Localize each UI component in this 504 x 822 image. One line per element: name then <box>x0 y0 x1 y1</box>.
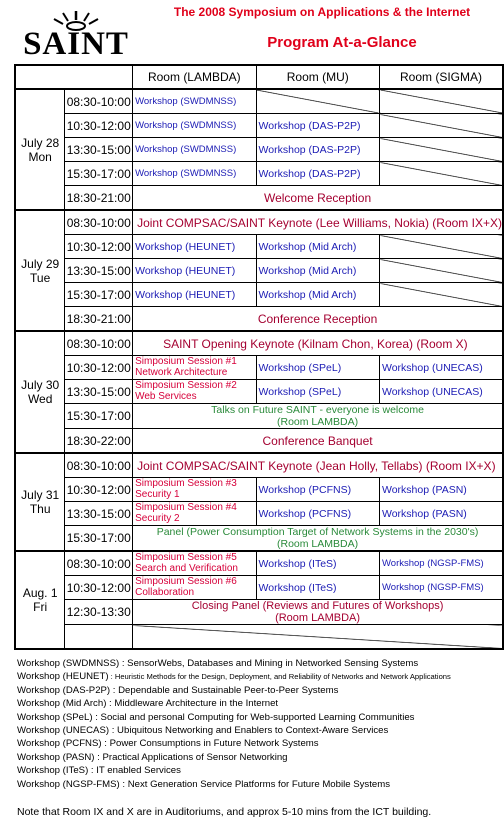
room-header: Room (MU) <box>256 65 379 89</box>
symposium-session-cell <box>133 551 256 576</box>
session-cell: Workshop (ITeS) <box>256 576 379 600</box>
session-number: Simposium Session #4 <box>135 502 237 513</box>
table-row <box>15 625 503 650</box>
legend-desc: : Middleware Architecture in the Internet <box>106 698 279 710</box>
table-row <box>15 162 503 186</box>
legend-item <box>17 684 504 697</box>
symposium-session-cell <box>133 502 256 526</box>
table-row <box>15 502 503 526</box>
legend-item <box>17 711 504 724</box>
legend-item <box>17 657 504 670</box>
legend-desc: : SensorWebs, Databases and Mining in Networked Sensing Systems <box>119 658 419 669</box>
legend-item <box>17 697 504 710</box>
legend-abbr: Workshop (PCFNS) <box>17 738 102 750</box>
legend-abbr: Workshop (HEUNET) <box>17 671 109 683</box>
time-cell <box>65 625 133 650</box>
time-cell: 10:30-12:00 <box>65 235 133 259</box>
session-cell: Workshop (PASN) <box>380 502 504 526</box>
logo-wordmark: SAINT <box>23 26 129 62</box>
plenary-cell: Conference Banquet <box>133 429 503 454</box>
closing-panel-cell <box>133 600 503 625</box>
table-header-row <box>15 65 503 89</box>
legend-item <box>17 778 504 791</box>
time-cell: 15:30-17:00 <box>65 283 133 307</box>
corner-cell <box>15 65 133 89</box>
session-cell: Workshop (SWDMNSS) <box>133 138 256 162</box>
session-number: Simposium Session #5 <box>135 552 237 563</box>
empty-cell <box>380 259 504 283</box>
room-header: Room (LAMBDA) <box>133 65 256 89</box>
page-subtitle: Program At-a-Glance <box>267 34 417 51</box>
table-row <box>15 576 503 600</box>
table-row <box>15 283 503 307</box>
empty-cell <box>133 625 503 650</box>
table-row <box>15 186 503 211</box>
session-cell: Workshop (DAS-P2P) <box>256 138 379 162</box>
table-row <box>15 114 503 138</box>
table-row <box>15 356 503 380</box>
session-cell: Workshop (HEUNET) <box>133 235 256 259</box>
weekday-label: Mon <box>28 149 52 164</box>
time-cell: 10:30-12:00 <box>65 356 133 380</box>
table-row <box>15 138 503 162</box>
legend-desc: : Social and personal Computing for Web-supported Learning Communities <box>92 711 415 723</box>
legend-desc: : Next Generation Service Platforms for Future Mobile Systems <box>119 778 391 790</box>
time-cell: 08:30-10:00 <box>65 89 133 114</box>
closing-panel-title: Closing Panel (Reviews and Futures of Workshops) <box>191 600 444 612</box>
schedule-table <box>14 64 504 650</box>
time-cell: 08:30-10:00 <box>65 551 133 576</box>
table-row <box>15 453 503 478</box>
talk-cell <box>133 404 503 429</box>
room-header: Room (SIGMA) <box>380 65 504 89</box>
session-number: Simposium Session #3 <box>135 478 237 489</box>
session-cell: Workshop (SWDMNSS) <box>133 89 256 114</box>
session-cell: Workshop (HEUNET) <box>133 259 256 283</box>
time-cell: 10:30-12:00 <box>65 478 133 502</box>
location-note: Note that Room IX and X are in Auditoriums, and approx 5-10 mins from the ICT building. <box>17 806 432 818</box>
legend-abbr: Workshop (SPeL) <box>17 711 93 723</box>
weekday-label: Thu <box>29 502 51 516</box>
session-cell: Workshop (SPeL) <box>256 356 379 380</box>
legend-item <box>17 751 504 764</box>
session-cell: Workshop (UNECAS) <box>380 380 504 404</box>
weekday-label: Tue <box>30 270 51 285</box>
session-topic: Collaboration <box>135 587 195 598</box>
time-cell: 08:30-10:00 <box>65 453 133 478</box>
symposium-session-cell <box>133 478 256 502</box>
session-cell: Workshop (HEUNET) <box>133 283 256 307</box>
empty-cell <box>380 235 504 259</box>
session-number: Simposium Session #6 <box>135 576 237 587</box>
plenary-cell: Conference Reception <box>133 307 503 332</box>
time-cell: 08:30-10:00 <box>65 331 133 356</box>
session-cell: Workshop (SWDMNSS) <box>133 162 256 186</box>
time-cell: 13:30-15:00 <box>65 502 133 526</box>
legend-item <box>17 737 504 750</box>
table-row <box>15 551 503 576</box>
weekday-label: Wed <box>27 392 53 406</box>
legend-desc: : Ubiquitous Networking and Enablers to Context-Aware Services <box>109 725 389 737</box>
day-cell <box>15 551 65 649</box>
time-cell: 12:30-13:30 <box>65 600 133 625</box>
session-cell: Workshop (UNECAS) <box>380 356 504 380</box>
session-cell: Workshop (ITeS) <box>256 551 379 576</box>
legend-abbr: Workshop (DAS-P2P) <box>17 684 111 696</box>
talk-room: (Room LAMBDA) <box>276 416 359 428</box>
panel-cell <box>133 526 503 552</box>
legend-abbr: Workshop (UNECAS) <box>17 725 110 737</box>
day-cell <box>15 453 65 551</box>
time-cell: 10:30-12:00 <box>65 576 133 600</box>
legend-desc: : IT enabled Services <box>88 765 181 777</box>
session-cell: Workshop (Mid Arch) <box>256 259 379 283</box>
time-cell: 10:30-12:00 <box>65 114 133 138</box>
legend-abbr: Workshop (NGSP-FMS) <box>17 778 120 790</box>
date-label: July 29 <box>21 256 60 271</box>
table-row <box>15 235 503 259</box>
legend-desc: : Practical Applications of Sensor Networking <box>94 751 288 763</box>
keynote-cell: Joint COMPSAC/SAINT Keynote (Lee Williams, Nokia) (Room IX+X) <box>133 210 503 235</box>
keynote-cell: Joint COMPSAC/SAINT Keynote (Jean Holly, Tellabs) (Room IX+X) <box>133 453 503 478</box>
symposium-session-cell <box>133 576 256 600</box>
page-title: The 2008 Symposium on Applications & the Internet <box>173 5 471 19</box>
time-cell: 15:30-17:00 <box>65 526 133 552</box>
legend-abbr: Workshop (Mid Arch) <box>17 698 107 710</box>
table-row <box>15 600 503 625</box>
symposium-session-cell <box>133 380 256 404</box>
legend-desc: : Dependable and Sustainable Peer-to-Peer Systems <box>110 684 339 696</box>
legend-item <box>17 724 504 737</box>
session-cell: Workshop (SWDMNSS) <box>133 114 256 138</box>
time-cell: 13:30-15:00 <box>65 138 133 162</box>
session-cell: Workshop (PCFNS) <box>256 502 379 526</box>
empty-cell <box>380 114 504 138</box>
closing-panel-room: (Room LAMBDA) <box>275 612 361 624</box>
empty-cell <box>380 138 504 162</box>
session-cell: Workshop (Mid Arch) <box>256 283 379 307</box>
day-cell <box>15 210 65 331</box>
time-cell: 15:30-17:00 <box>65 162 133 186</box>
time-cell: 13:30-15:00 <box>65 380 133 404</box>
time-cell: 18:30-21:00 <box>65 307 133 332</box>
session-topic: Network Architecture <box>135 367 228 378</box>
session-number: Simposium Session #1 <box>135 356 237 367</box>
table-row <box>15 307 503 332</box>
workshop-legend <box>17 657 504 791</box>
table-row <box>15 331 503 356</box>
empty-cell <box>256 89 379 114</box>
table-row <box>15 210 503 235</box>
day-cell <box>15 89 65 210</box>
empty-cell <box>380 162 504 186</box>
table-row <box>15 526 503 552</box>
keynote-cell: SAINT Opening Keynote (Kilnam Chon, Korea) (Room X) <box>133 331 503 356</box>
saint-logo <box>18 8 134 60</box>
legend-item <box>17 764 504 777</box>
session-cell: Workshop (DAS-P2P) <box>256 114 379 138</box>
legend-item <box>17 670 504 683</box>
symposium-session-cell <box>133 356 256 380</box>
session-cell: Workshop (PCFNS) <box>256 478 379 502</box>
date-label: July 28 <box>21 135 60 150</box>
session-topic: Security 1 <box>135 489 180 500</box>
legend-desc: : Heuristic Methods for the Design, Deployment, and Reliability of Networks and Network Applications <box>108 672 451 682</box>
table-row <box>15 259 503 283</box>
time-cell: 13:30-15:00 <box>65 259 133 283</box>
session-cell: Workshop (NGSP-FMS) <box>380 576 504 600</box>
date-label: Aug. 1 <box>22 586 58 600</box>
day-cell <box>15 331 65 453</box>
session-cell: Workshop (NGSP-FMS) <box>380 551 504 576</box>
session-cell: Workshop (PASN) <box>380 478 504 502</box>
session-number: Simposium Session #2 <box>135 380 237 391</box>
table-row <box>15 404 503 429</box>
empty-cell <box>380 89 504 114</box>
table-row <box>15 478 503 502</box>
legend-abbr: Workshop (SWDMNSS) <box>17 658 120 669</box>
table-row <box>15 380 503 404</box>
table-row <box>15 429 503 454</box>
session-cell: Workshop (SPeL) <box>256 380 379 404</box>
table-row <box>15 89 503 114</box>
panel-title: Panel (Power Consumption Target of Network Systems in the 2030's) <box>156 526 479 538</box>
session-cell: Workshop (Mid Arch) <box>256 235 379 259</box>
date-label: July 31 <box>21 488 60 502</box>
legend-abbr: Workshop (PASN) <box>17 751 95 763</box>
empty-cell <box>380 283 504 307</box>
legend-desc: : Power Consumptions in Future Network Systems <box>101 738 319 750</box>
session-cell: Workshop (DAS-P2P) <box>256 162 379 186</box>
panel-room: (Room LAMBDA) <box>276 538 359 550</box>
session-topic: Search and Verification <box>135 563 238 574</box>
weekday-label: Fri <box>33 600 48 614</box>
time-cell: 18:30-22:00 <box>65 429 133 454</box>
plenary-cell: Welcome Reception <box>133 186 503 211</box>
session-topic: Security 2 <box>135 513 180 524</box>
legend-abbr: Workshop (ITeS) <box>17 765 89 777</box>
time-cell: 15:30-17:00 <box>65 404 133 429</box>
date-label: July 30 <box>21 378 60 392</box>
time-cell: 18:30-21:00 <box>65 186 133 211</box>
time-cell: 08:30-10:00 <box>65 210 133 235</box>
talk-title: Talks on Future SAINT - everyone is welcome <box>211 404 424 416</box>
session-topic: Web Services <box>135 391 197 402</box>
